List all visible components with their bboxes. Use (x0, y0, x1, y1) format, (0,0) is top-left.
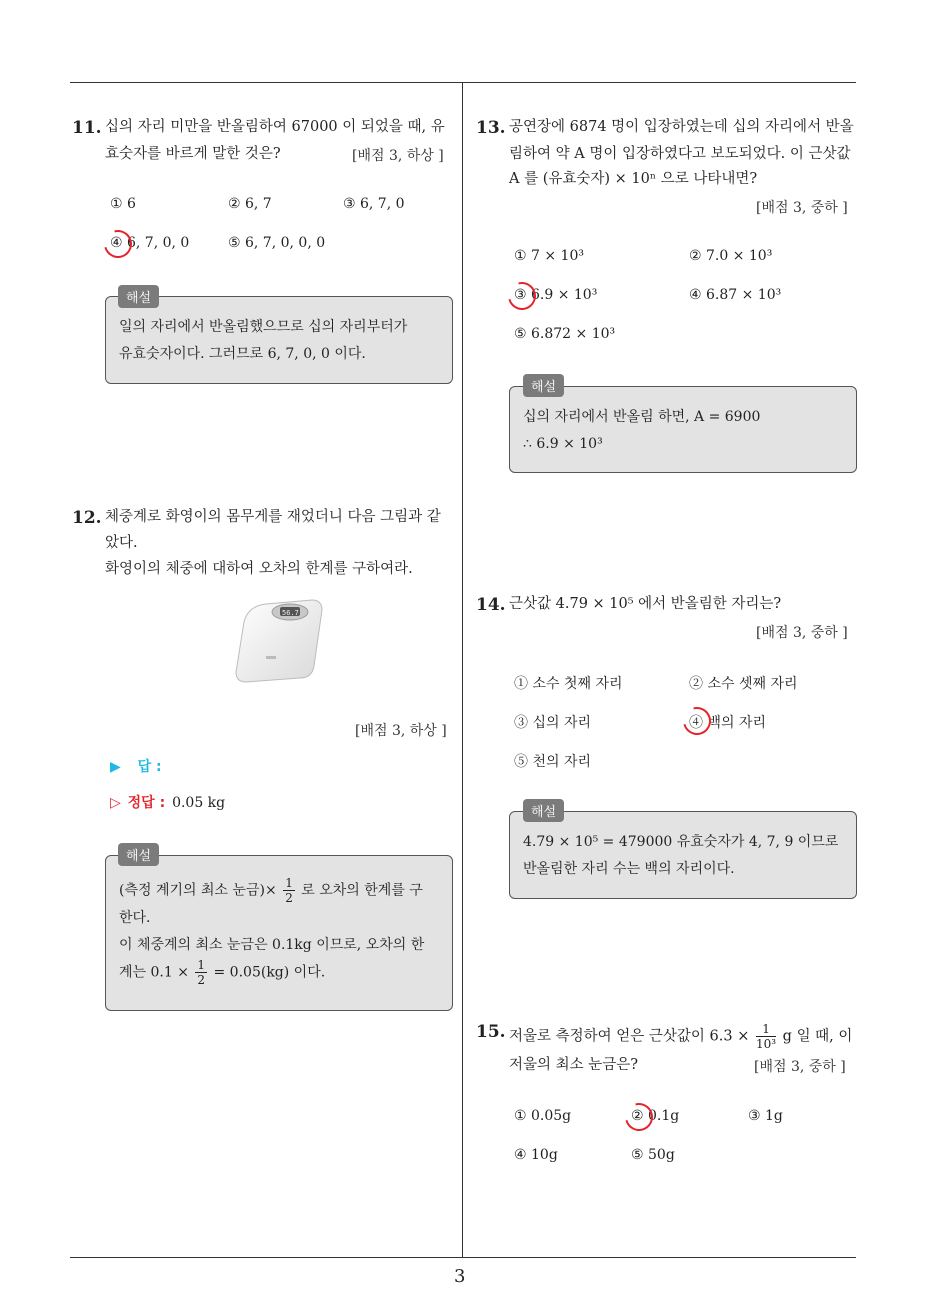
page-number: 3 (454, 1266, 466, 1287)
column-divider (462, 83, 463, 1258)
answer-row (110, 756, 162, 776)
question-number: 15. (476, 1022, 506, 1042)
question-text: 저울의 최소 눈금은? (509, 1057, 639, 1073)
option-4[interactable]: ④ 6.87 × 10³ (689, 287, 782, 303)
option-5[interactable]: ⑤ 6, 7, 0, 0, 0 (228, 235, 326, 251)
option-5[interactable]: ⑤ 천의 자리 (514, 754, 591, 770)
fraction: $\frac{1}{2}$ (285, 876, 293, 905)
correct-answer-circle (99, 225, 137, 263)
option-4[interactable]: ④ 백의 자리 (689, 715, 766, 731)
option-1[interactable]: ① 7 × 10³ (514, 248, 584, 264)
explanation-text: 일의 자리에서 반올림했으므로 십의 자리부터가 (119, 319, 408, 335)
explanation-tag: 해설 (523, 799, 564, 822)
option-1[interactable]: ① 소수 첫째 자리 (514, 676, 623, 692)
fraction: $\frac{1}{2}$ (197, 958, 206, 987)
option-5[interactable]: ⑤ 50g (631, 1147, 675, 1163)
question-text: 저울로 측정하여 얻은 근삿값이 6.3 × $\frac{1}{\text{10³}}$ g 일 때, 이 (509, 1022, 853, 1051)
answer-arrow-icon: ▶ (110, 759, 121, 775)
correct-value: 0.05 kg (172, 795, 226, 811)
answer-label: 답 : (137, 759, 162, 775)
explanation-text: 계는 0.1 × $\frac{1}{2}$ = 0.05(kg) 이다. (119, 958, 326, 987)
option-3[interactable]: ③ 십의 자리 (514, 715, 591, 731)
correct-answer-circle (620, 1098, 658, 1136)
question-text: 효숫자를 바르게 말한 것은? (105, 146, 281, 162)
explanation-tag: 해설 (118, 285, 159, 308)
question-text: 체중계로 화영이의 몸무게를 재었더니 다음 그림과 같 (105, 509, 441, 525)
question-number: 11. (72, 118, 102, 138)
option-4[interactable]: ④ 10g (514, 1147, 558, 1163)
question-number: 14. (476, 595, 506, 615)
bathroom-scale-image (230, 596, 326, 686)
explanation-text: 유효숫자이다. 그러므로 6, 7, 0, 0 이다. (119, 346, 366, 362)
question-text: 십의 자리 미만을 반올림하여 67000 이 되었을 때, 유 (105, 119, 445, 135)
correct-row (110, 792, 225, 812)
bottom-rule (70, 1257, 856, 1258)
explanation-text: (측정 계기의 최소 눈금)× $\frac{1}{2}$ 로 오차의 한계를 구 (119, 876, 423, 905)
explanation-text: 십의 자리에서 반올림 하면, A = 6900 (523, 409, 761, 425)
option-4[interactable]: ④ 6, 7, 0, 0 (110, 235, 190, 251)
explanation-text: 반올림한 자리 수는 백의 자리이다. (523, 861, 735, 877)
top-rule (70, 82, 856, 83)
explanation-text: 이 체중계의 최소 눈금은 0.1kg 이므로, 오차의 한 (119, 937, 425, 953)
question-number: 13. (476, 118, 506, 138)
score-meta: [배점 3, 하상 ] (355, 723, 447, 739)
option-1[interactable]: ① 6 (110, 196, 136, 212)
score-meta: [배점 3, 중하 ] (754, 1059, 846, 1075)
option-2[interactable]: ② 6, 7 (228, 196, 272, 212)
option-2[interactable]: ② 0.1g (631, 1108, 680, 1124)
question-text: 림하여 약 A 명이 입장하였다고 보도되었다. 이 근삿값 (509, 146, 851, 162)
option-3[interactable]: ③ 6.9 × 10³ (514, 287, 598, 303)
score-meta: [배점 3, 하상 ] (352, 148, 444, 164)
question-text: 근삿값 4.79 × 10⁵ 에서 반올림한 자리는? (509, 596, 782, 612)
correct-answer-circle (503, 277, 541, 315)
explanation-tag: 해설 (523, 374, 564, 397)
scale-display-text: 56.7 (282, 609, 299, 617)
correct-arrow-icon: ▷ (110, 795, 121, 811)
correct-answer-circle (678, 702, 716, 740)
explanation-text: 4.79 × 10⁵ = 479000 유효숫자가 4, 7, 9 이므로 (523, 834, 839, 850)
option-5[interactable]: ⑤ 6.872 × 10³ (514, 326, 616, 342)
question-text: A 를 (유효숫자) × 10ⁿ 으로 나타내면? (509, 171, 758, 187)
question-text: 았다. (105, 535, 138, 551)
explanation-text: 한다. (119, 910, 151, 926)
question-number: 12. (72, 508, 102, 528)
explanation-text: ∴ 6.9 × 10³ (523, 436, 603, 452)
option-3[interactable]: ③ 6, 7, 0 (343, 196, 405, 212)
score-meta: [배점 3, 중하 ] (756, 625, 848, 641)
option-1[interactable]: ① 0.05g (514, 1108, 572, 1124)
fraction: $\frac{1}{\text{10³}}$ (755, 1022, 777, 1051)
correct-label: 정답 : (127, 795, 166, 811)
score-meta: [배점 3, 중하 ] (756, 200, 848, 216)
option-3[interactable]: ③ 1g (748, 1108, 783, 1124)
option-2[interactable]: ② 7.0 × 10³ (689, 248, 773, 264)
question-text: 공연장에 6874 명이 입장하였는데 십의 자리에서 반올 (509, 119, 854, 135)
explanation-tag: 해설 (118, 843, 159, 866)
option-2[interactable]: ② 소수 셋째 자리 (689, 676, 798, 692)
question-text: 화영이의 체중에 대하여 오차의 한계를 구하여라. (105, 561, 413, 577)
